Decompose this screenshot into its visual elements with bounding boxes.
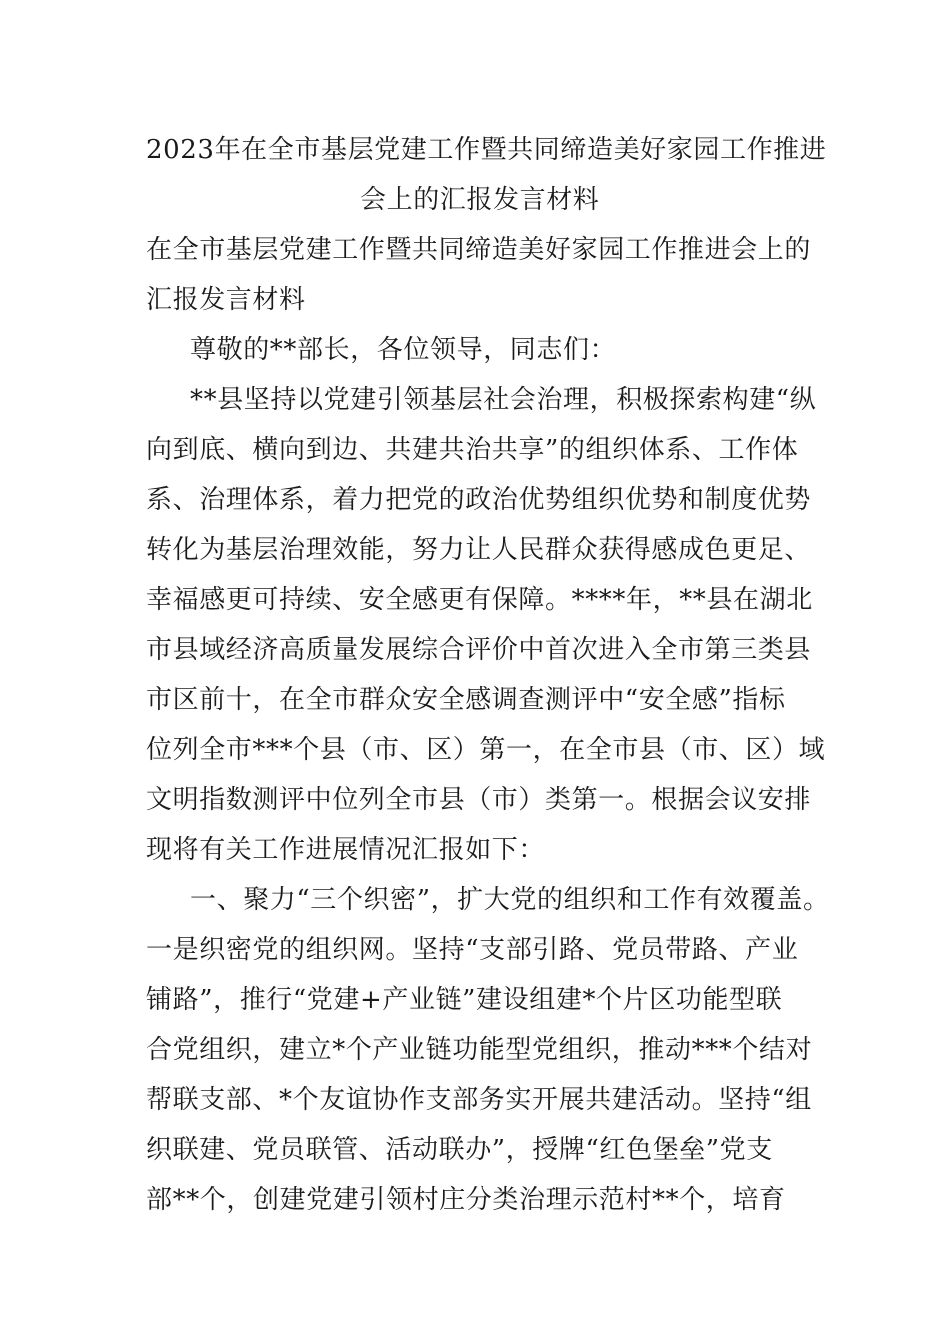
subtitle-line-1: 在全市基层党建工作暨共同缔造美好家园工作推进会上的 [146, 235, 812, 265]
paragraph-1-line: 市区前十，在全市群众安全感调查测评中“安全感”指标 [146, 685, 786, 715]
paragraph-1-line: 市县域经济高质量发展综合评价中首次进入全市第三类县 [146, 635, 812, 665]
paragraph-2-line: 铺路”，推行“党建+产业链”建设组建*个片区功能型联 [146, 985, 783, 1015]
document-title-line-1: 2023年在全市基层党建工作暨共同缔造美好家园工作推进 [146, 135, 827, 165]
paragraph-2-line: 一是织密党的组织网。坚持“支部引路、党员带路、产业 [146, 935, 799, 965]
subtitle-line-2: 汇报发言材料 [146, 285, 306, 315]
paragraph-1-line: 转化为基层治理效能，努力让人民群众获得感成色更足、 [146, 535, 812, 565]
paragraph-1-line: **县坚持以党建引领基层社会治理，积极探索构建“纵 [190, 385, 817, 415]
paragraph-2-line: 合党组织，建立*个产业链功能型党组织，推动***个结对 [146, 1035, 813, 1065]
paragraph-1-line: 现将有关工作进展情况汇报如下： [146, 835, 546, 865]
document-title-line-2: 会上的汇报发言材料 [360, 185, 600, 215]
paragraph-2-line: 帮联支部、*个友谊协作支部务实开展共建活动。坚持“组 [146, 1085, 812, 1115]
paragraph-1-line: 向到底、横向到边、共建共治共享”的组织体系、工作体 [146, 435, 799, 465]
paragraph-1-line: 系、治理体系，着力把党的政治优势组织优势和制度优势 [146, 485, 812, 515]
paragraph-2-line: 织联建、党员联管、活动联办”，授牌“红色堡垒”党支 [146, 1135, 773, 1165]
paragraph-2-line: 部**个，创建党建引领村庄分类治理示范村**个，培育 [146, 1185, 786, 1215]
paragraph-1-line: 位列全市***个县（市、区）第一，在全市县（市、区）域 [146, 735, 826, 765]
salutation: 尊敬的**部长，各位领导，同志们： [190, 335, 617, 365]
paragraph-1-line: 文明指数测评中位列全市县（市）类第一。根据会议安排 [146, 785, 812, 815]
paragraph-2-line: 一、聚力“三个织密”，扩大党的组织和工作有效覆盖。 [190, 885, 830, 915]
paragraph-1-line: 幸福感更可持续、安全感更有保障。****年，**县在湖北 [146, 585, 813, 615]
